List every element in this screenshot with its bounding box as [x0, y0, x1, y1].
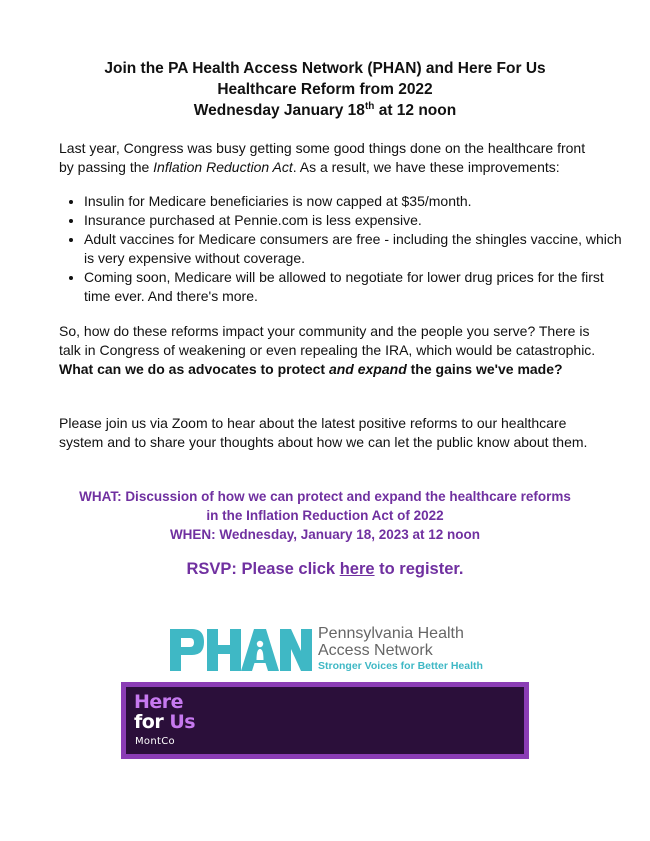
phan-wordmark-icon	[170, 627, 312, 673]
invite-paragraph: Please join us via Zoom to hear about the latest positive reforms to our healthcare system and to share your thoughts about how we can let the public know about them.	[59, 415, 588, 450]
title-line-2: Healthcare Reform from 2022	[217, 81, 433, 98]
improvements-list	[59, 192, 624, 306]
intro-text: Last year, Congress was busy getting some good things done on the healthcare front by passing the	[59, 140, 586, 175]
logo-for-us	[134, 712, 195, 732]
phan-name	[318, 625, 464, 659]
register-link[interactable]: here	[339, 560, 375, 578]
title-line-1: Join the PA Health Access Network (PHAN) and Here For Us	[104, 60, 546, 77]
list-item: • Insurance purchased at Pennie.com is less expensive.	[84, 211, 624, 230]
logo-us: Us	[169, 711, 196, 733]
phan-logo	[170, 625, 490, 675]
rsvp-line	[40, 558, 610, 580]
title-line-3	[40, 100, 610, 121]
list-item: • Coming soon, Medicare will be allowed to negotiate for lower drug prices for the first time ever. And there's more.	[84, 268, 624, 306]
impact-question-emphasis: and expand	[328, 361, 407, 377]
intro-text-end: . As a result, we have these improvements:	[292, 159, 560, 175]
here-for-us-logo	[121, 682, 529, 759]
impact-paragraph	[59, 322, 599, 379]
impact-question-end: the gains we've made?	[406, 361, 563, 377]
flyer-title	[40, 58, 610, 121]
impact-question-start: What can we do as advocates to protect	[59, 361, 329, 377]
list-item: • Insulin for Medicare beneficiaries is now capped at $35/month.	[84, 192, 624, 211]
impact-question	[59, 361, 563, 377]
event-when: WHEN: Wednesday, January 18, 2023 at 12 noon	[169, 527, 481, 542]
logo-for: for	[134, 711, 170, 733]
event-details	[40, 487, 610, 544]
rsvp-text-end: to register.	[374, 560, 464, 578]
title-time: at 12 noon	[374, 102, 457, 119]
here-for-us-panel	[126, 687, 524, 754]
intro-act-name: Inflation Reduction Act	[153, 159, 293, 175]
phan-name-line-1: Pennsylvania Health	[318, 625, 464, 642]
phan-tagline: Stronger Voices for Better Health	[318, 660, 483, 672]
impact-text: So, how do these reforms impact your community and the people you serve? There is talk in Congress of weakening or even repealing the IRA, which would be catastrophic.	[59, 323, 596, 358]
event-what-line-2: in the Inflation Reduction Act of 2022	[206, 508, 444, 523]
title-date: Wednesday January 18	[193, 102, 365, 119]
logo-here: Here	[134, 691, 184, 713]
title-date-suffix: th	[364, 100, 375, 112]
logo-montco: MontCo	[135, 736, 175, 747]
intro-paragraph	[59, 139, 599, 177]
rsvp-text: RSVP: Please click	[186, 560, 340, 578]
phan-name-line-2: Access Network	[318, 642, 433, 659]
event-what-line-1: WHAT: Discussion of how we can protect and expand the healthcare reforms	[79, 489, 571, 504]
list-item: • Adult vaccines for Medicare consumers are free - including the shingles vaccine, which is very expensive without coverage.	[84, 230, 624, 268]
